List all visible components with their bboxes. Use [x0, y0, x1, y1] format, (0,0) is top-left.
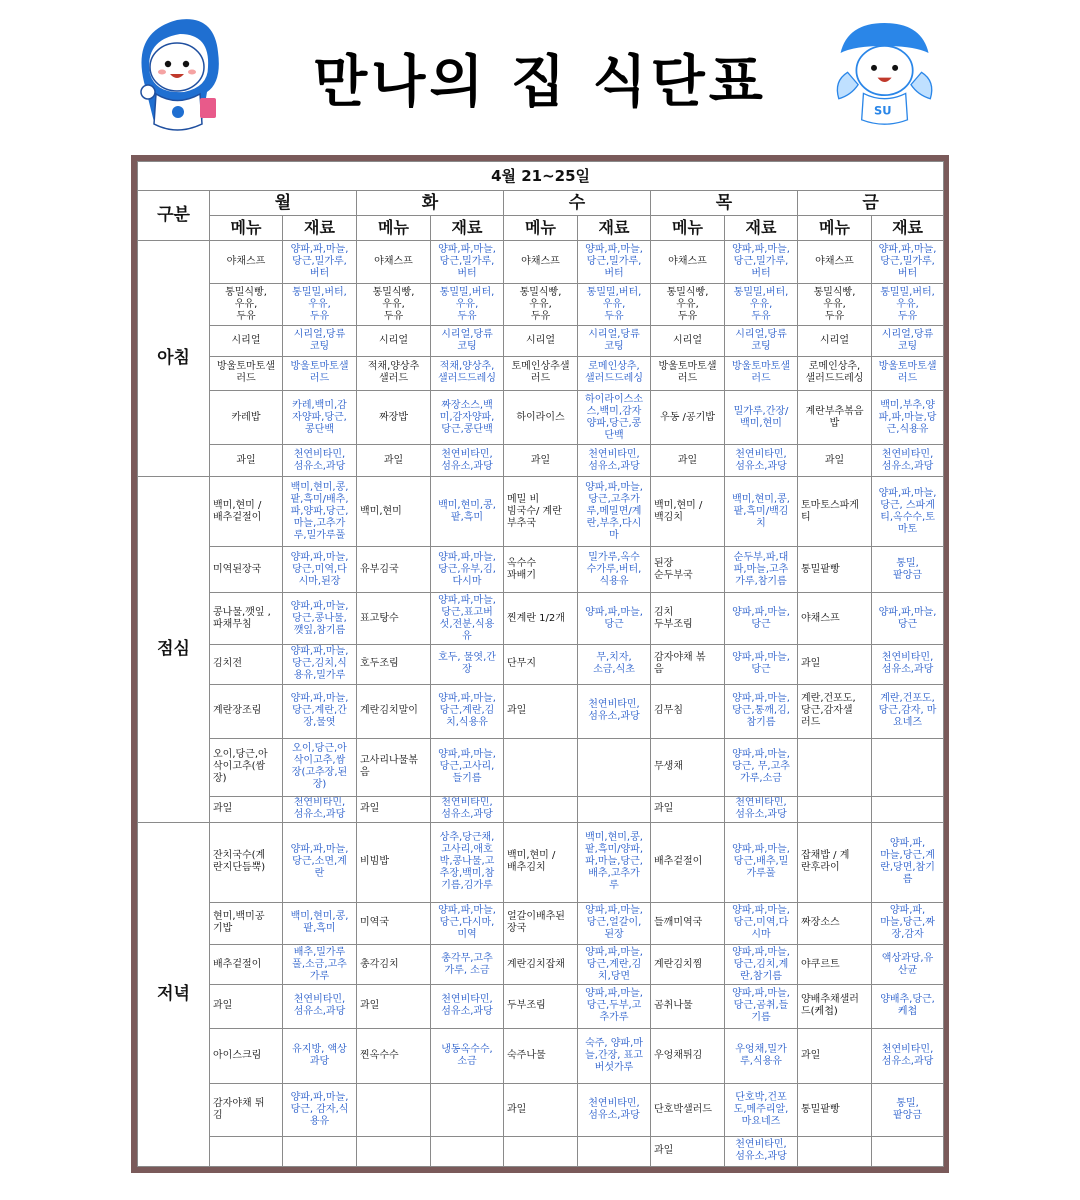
breakfast-row	[138, 390, 944, 444]
menu-cell: 무생채	[651, 739, 725, 797]
menu-cell: 들깨미역국	[651, 902, 725, 944]
ingredient-cell: 양파,파,마늘, 당근	[872, 592, 944, 644]
menu-cell: 감자야채 튀 김	[210, 1084, 283, 1136]
ingredient-cell: 양파,파,마늘, 당근,콩나물, 깻잎,참기름	[283, 592, 357, 644]
menu-cell: 카레밥	[210, 390, 283, 444]
lunch-row	[138, 547, 944, 592]
gubun-header: 구분	[138, 191, 210, 240]
ingredient-cell: 짜장소스,백 미,감자양파, 당근,콩단백	[431, 390, 504, 444]
menu-cell: 통밀식빵, 우유, 두유	[504, 284, 578, 326]
menu-cell	[504, 796, 578, 822]
ingredient-cell	[283, 1136, 357, 1166]
ingredient-cell: 계란,건포도, 당근,감자, 마 요네즈	[872, 684, 944, 738]
menu-cell: 오이,당근,아 삭이고추(쌈 장)	[210, 739, 283, 797]
ingredient-cell: 호두, 물엿,간 장	[431, 645, 504, 684]
ingredient-cell: 양파,파,마늘, 당근,계란,김 치,식용유	[431, 684, 504, 738]
ingredient-cell: 방울토마토샐 러드	[283, 356, 357, 390]
menu-table	[137, 161, 944, 1167]
ingredient-cell: 천연비타민, 섬유소,과당	[725, 1136, 798, 1166]
ingredient-cell: 천연비타민, 섬유소,과당	[578, 445, 651, 476]
menu-header: 메뉴	[798, 216, 872, 240]
menu-cell: 방울토마토샐 러드	[651, 356, 725, 390]
menu-cell: 얼갈이배추된 장국	[504, 902, 578, 944]
ingredient-cell: 순두부,파,대 파,마늘,고추 가루,참기름	[725, 547, 798, 592]
ingredient-cell: 양파,파,마늘, 당근,소면,계 란	[283, 822, 357, 902]
ingredient-cell: 천연비타민, 섬유소,과당	[578, 684, 651, 738]
menu-cell: 과일	[357, 445, 431, 476]
ingredient-cell: 양파,파,마늘, 당근, 스파게 티,옥수수,토 마토	[872, 476, 944, 547]
ingredient-cell: 양파,파,마늘, 당근,계란,김 치,당면	[578, 944, 651, 984]
lunch-row	[138, 796, 944, 822]
menu-cell: 짜장밥	[357, 390, 431, 444]
menu-cell: 계란,건포도, 당근,감자샐 러드	[798, 684, 872, 738]
ingredient-cell: 천연비타민, 섬유소,과당	[283, 796, 357, 822]
day-header-wed: 수	[504, 191, 651, 216]
menu-cell	[798, 739, 872, 797]
ingredient-cell: 양파,파,마늘, 당근	[578, 592, 651, 644]
menu-cell: 과일	[210, 445, 283, 476]
menu-cell: 짜장소스	[798, 902, 872, 944]
menu-cell: 김치 두부조림	[651, 592, 725, 644]
menu-cell: 찐옥수수	[357, 1028, 431, 1083]
date-row	[138, 162, 944, 191]
menu-cell: 백미,현미 / 배추김치	[504, 822, 578, 902]
ingredient-cell: 적채,양상추, 샐러드드레싱	[431, 356, 504, 390]
menu-cell: 김무침	[651, 684, 725, 738]
ingredient-cell: 양파,파,마늘, 당근,고추가 루,메밀면/계 란,부추,다시 마	[578, 476, 651, 547]
ingredient-cell: 양파,파,마늘, 당근	[725, 645, 798, 684]
menu-cell: 과일	[798, 1028, 872, 1083]
breakfast-row	[138, 356, 944, 390]
ingredient-cell: 단호박,건포 도,메주리알, 마요네즈	[725, 1084, 798, 1136]
ingredient-cell: 백미,현미,콩, 팥,흑미	[431, 476, 504, 547]
ingredient-cell: 백미,현미,콩, 팥,흑미/백김 치	[725, 476, 798, 547]
menu-cell: 콩나물,깻잎 , 파채무침	[210, 592, 283, 644]
breakfast-row	[138, 445, 944, 476]
ingredient-cell: 백미,현미,콩, 팥,흑미/양파, 파,마늘,당근, 배추,고추가 루	[578, 822, 651, 902]
ingredient-cell: 백미,현미,콩, 팥,흑미/배추, 파,양파,당근, 마늘,고추가 루,밀가루풀	[283, 476, 357, 547]
menu-header: 메뉴	[210, 216, 283, 240]
meal-label-breakfast: 아침	[138, 240, 210, 476]
ingredient-cell: 양파,파,마늘, 당근,김치,식 용유,밀가루	[283, 645, 357, 684]
menu-cell	[504, 1136, 578, 1166]
menu-cell: 방울토마토샐 러드	[210, 356, 283, 390]
menu-cell	[798, 796, 872, 822]
menu-cell: 숙주나물	[504, 1028, 578, 1083]
ingredient-cell: 밀가루,간장/ 백미,현미	[725, 390, 798, 444]
menu-cell: 적채,양상추 샐러드	[357, 356, 431, 390]
menu-cell: 과일	[504, 684, 578, 738]
breakfast-row	[138, 240, 944, 283]
day-header-mon: 월	[210, 191, 357, 216]
ingredient-cell: 양파,파,마늘, 당근,김치,계 란,참기름	[725, 944, 798, 984]
ingredient-cell: 천연비타민, 섬유소,과당	[431, 796, 504, 822]
ingredient-cell: 양파,파,마늘, 당근,표고버 섯,전분,식용 유	[431, 592, 504, 644]
ingredient-cell: 양파,파,마늘, 당근	[725, 592, 798, 644]
menu-cell: 김치전	[210, 645, 283, 684]
menu-cell: 메밀 비 빔국수/ 계란 부추국	[504, 476, 578, 547]
menu-cell: 통밀팥빵	[798, 1084, 872, 1136]
menu-cell: 고사리나물볶 음	[357, 739, 431, 797]
menu-cell: 우엉채튀김	[651, 1028, 725, 1083]
ingredient-cell: 우엉채,밀가 루,식용유	[725, 1028, 798, 1083]
sub-header-row	[138, 216, 944, 240]
lunch-row	[138, 684, 944, 738]
menu-cell: 시리얼	[357, 326, 431, 356]
menu-cell: 야채스프	[798, 240, 872, 283]
ingredient-cell	[872, 1136, 944, 1166]
ingredient-cell: 양파,파,마늘, 당근,다시마, 미역	[431, 902, 504, 944]
ingredient-cell: 양파,파,마늘, 당근,미역,다 시마,된장	[283, 547, 357, 592]
menu-cell: 백미,현미	[357, 476, 431, 547]
ingredient-cell: 숙주, 양파,마 늘,간장, 표고 버섯가루	[578, 1028, 651, 1083]
menu-cell: 배추겉절이	[210, 944, 283, 984]
menu-cell: 시리얼	[504, 326, 578, 356]
ingredient-header: 재료	[872, 216, 944, 240]
ingredient-cell: 방울토마토샐 러드	[725, 356, 798, 390]
ingredient-cell: 시리얼,당류 코팅	[872, 326, 944, 356]
ingredient-cell: 배추,밀가루 풀,소금,고추 가루	[283, 944, 357, 984]
ingredient-cell: 시리얼,당류 코팅	[578, 326, 651, 356]
menu-cell: 과일	[651, 445, 725, 476]
menu-cell: 과일	[357, 796, 431, 822]
ingredient-cell: 양파,파, 마늘,당근,짜 장,감자	[872, 902, 944, 944]
lunch-row	[138, 476, 944, 547]
menu-cell: 과일	[504, 1084, 578, 1136]
ingredient-cell: 양파,파,마늘, 당근,얼갈이, 된장	[578, 902, 651, 944]
menu-cell: 아이스크림	[210, 1028, 283, 1083]
menu-cell: 백미,현미 / 백김치	[651, 476, 725, 547]
ingredient-cell: 시리얼,당류 코팅	[431, 326, 504, 356]
menu-cell: 통밀식빵, 우유, 두유	[798, 284, 872, 326]
menu-cell: 감자야채 볶 음	[651, 645, 725, 684]
menu-cell: 옥수수 꽈배기	[504, 547, 578, 592]
ingredient-cell	[872, 796, 944, 822]
menu-cell: 과일	[504, 445, 578, 476]
ingredient-cell: 시리얼,당류 코팅	[725, 326, 798, 356]
ingredient-cell: 천연비타민, 섬유소,과당	[283, 985, 357, 1028]
day-header-thu: 목	[651, 191, 798, 216]
day-header-row	[138, 191, 944, 216]
menu-cell: 통밀식빵, 우유, 두유	[210, 284, 283, 326]
ingredient-cell: 양파,파,마늘, 당근,곰취,들 기름	[725, 985, 798, 1028]
menu-cell: 과일	[798, 645, 872, 684]
menu-cell: 과일	[651, 796, 725, 822]
menu-cell: 비빔밥	[357, 822, 431, 902]
menu-cell: 야쿠르트	[798, 944, 872, 984]
dinner-row	[138, 944, 944, 984]
menu-cell: 두부조림	[504, 985, 578, 1028]
menu-cell: 미역국	[357, 902, 431, 944]
menu-cell: 양배추채샐러 드(케첩)	[798, 985, 872, 1028]
ingredient-cell: 양파,파,마늘, 당근,밀가루, 버터	[431, 240, 504, 283]
ingredient-cell: 양파,파,마늘, 당근,밀가루, 버터	[872, 240, 944, 283]
menu-cell: 유부김국	[357, 547, 431, 592]
ingredient-cell: 양파,파,마늘, 당근, 감자,식 용유	[283, 1084, 357, 1136]
menu-cell	[357, 1136, 431, 1166]
menu-cell: 백미,현미 / 배추겉절이	[210, 476, 283, 547]
dinner-row	[138, 985, 944, 1028]
ingredient-cell: 통밀밀,버터, 우유, 두유	[283, 284, 357, 326]
lunch-row	[138, 739, 944, 797]
ingredient-cell: 백미,현미,콩, 팥,흑미	[283, 902, 357, 944]
ingredient-cell	[578, 739, 651, 797]
menu-cell: 토마토스파게 티	[798, 476, 872, 547]
lunch-row	[138, 592, 944, 644]
ingredient-cell: 총각무,고추 가루, 소금	[431, 944, 504, 984]
menu-cell	[357, 1084, 431, 1136]
meal-label-lunch: 점심	[138, 476, 210, 822]
menu-cell: 야채스프	[798, 592, 872, 644]
menu-cell: 통밀식빵, 우유, 두유	[651, 284, 725, 326]
menu-cell: 과일	[210, 796, 283, 822]
menu-cell: 계란부추볶음 밥	[798, 390, 872, 444]
menu-cell: 계란장조림	[210, 684, 283, 738]
ingredient-cell: 무,치자, 소금,식초	[578, 645, 651, 684]
ingredient-cell: 천연비타민, 섬유소,과당	[578, 1084, 651, 1136]
ingredient-cell: 천연비타민, 섬유소,과당	[725, 445, 798, 476]
ingredient-cell: 액상과당,유 산균	[872, 944, 944, 984]
menu-cell: 곰취나물	[651, 985, 725, 1028]
menu-cell: 계란김치말이	[357, 684, 431, 738]
menu-cell: 통밀식빵, 우유, 두유	[357, 284, 431, 326]
ingredient-cell: 통밀밀,버터, 우유, 두유	[431, 284, 504, 326]
ingredient-cell: 양파,파, 마늘,당근,계 란,당면,참기 름	[872, 822, 944, 902]
ingredient-cell: 천연비타민, 섬유소,과당	[431, 445, 504, 476]
menu-cell: 하이라이스	[504, 390, 578, 444]
ingredient-cell: 천연비타민, 섬유소,과당	[872, 445, 944, 476]
dinner-row	[138, 902, 944, 944]
ingredient-cell: 양파,파,마늘, 당근, 무,고추 가루,소금	[725, 739, 798, 797]
menu-cell: 배추겉절이	[651, 822, 725, 902]
ingredient-cell: 통밀밀,버터, 우유, 두유	[578, 284, 651, 326]
lunch-row	[138, 645, 944, 684]
menu-cell: 야채스프	[651, 240, 725, 283]
menu-header: 메뉴	[357, 216, 431, 240]
ingredient-header: 재료	[578, 216, 651, 240]
ingredient-cell: 양파,파,마늘, 당근,배추,밀 가루풀	[725, 822, 798, 902]
ingredient-cell: 백미,부추,양 파,파,마늘,당 근,식용유	[872, 390, 944, 444]
ingredient-cell: 통밀, 팥앙금	[872, 547, 944, 592]
menu-cell: 호두조림	[357, 645, 431, 684]
ingredient-cell: 하이라이스소 스,백미,감자 양파,당근,콩 단백	[578, 390, 651, 444]
ingredient-cell	[578, 796, 651, 822]
menu-cell: 찐계란 1/2개	[504, 592, 578, 644]
ingredient-cell: 유지방, 액상 과당	[283, 1028, 357, 1083]
menu-cell: 시리얼	[651, 326, 725, 356]
ingredient-cell: 천연비타민, 섬유소,과당	[872, 645, 944, 684]
day-header-fri: 금	[798, 191, 944, 216]
menu-cell: 과일	[210, 985, 283, 1028]
ingredient-cell: 양파,파,마늘, 당근,고사리, 들기름	[431, 739, 504, 797]
menu-cell	[504, 739, 578, 797]
ingredient-cell: 오이,당근,아 삭이고추,쌈 장(고추장,된 장)	[283, 739, 357, 797]
dinner-row	[138, 1028, 944, 1083]
date-range: 4월 21~25일	[138, 162, 944, 191]
breakfast-row	[138, 326, 944, 356]
menu-cell: 잡채밥 / 계 란후라이	[798, 822, 872, 902]
menu-cell: 된장 순두부국	[651, 547, 725, 592]
menu-cell	[210, 1136, 283, 1166]
ingredient-cell: 냉동옥수수, 소금	[431, 1028, 504, 1083]
ingredient-cell	[578, 1136, 651, 1166]
menu-header: 메뉴	[504, 216, 578, 240]
ingredient-cell: 천연비타민, 섬유소,과당	[431, 985, 504, 1028]
menu-cell: 계란김치찜	[651, 944, 725, 984]
dinner-row	[138, 822, 944, 902]
mascot-right-icon	[830, 12, 940, 137]
ingredient-header: 재료	[283, 216, 357, 240]
ingredient-cell: 천연비타민, 섬유소,과당	[872, 1028, 944, 1083]
ingredient-cell: 양파,파,마늘, 당근,미역,다 시마	[725, 902, 798, 944]
menu-cell: 야채스프	[357, 240, 431, 283]
svg-text:SU: SU	[874, 103, 892, 118]
menu-cell: 통밀팥빵	[798, 547, 872, 592]
ingredient-cell: 상추,당근채, 고사리,애호 박,콩나물,고 추장,백미,참 기름,김가루	[431, 822, 504, 902]
menu-cell: 우동 /공기밥	[651, 390, 725, 444]
ingredient-cell: 양파,파,마늘, 당근,계란,간 장,물엿	[283, 684, 357, 738]
meal-label-dinner: 저녁	[138, 822, 210, 1166]
menu-cell: 단무지	[504, 645, 578, 684]
menu-cell: 단호박샐러드	[651, 1084, 725, 1136]
ingredient-cell: 천연비타민, 섬유소,과당	[283, 445, 357, 476]
menu-table-frame	[131, 155, 949, 1173]
mascot-left-icon	[122, 12, 232, 137]
menu-cell: 과일	[651, 1136, 725, 1166]
ingredient-cell: 양파,파,마늘, 당근,유부,김, 다시마	[431, 547, 504, 592]
menu-cell: 시리얼	[798, 326, 872, 356]
menu-cell: 시리얼	[210, 326, 283, 356]
ingredient-cell: 로메인상추, 샐러드드레싱	[578, 356, 651, 390]
menu-cell: 로메인상추, 샐러드드레싱	[798, 356, 872, 390]
ingredient-cell	[872, 739, 944, 797]
menu-cell: 과일	[357, 985, 431, 1028]
dinner-row	[138, 1136, 944, 1166]
ingredient-cell: 통밀밀,버터, 우유, 두유	[725, 284, 798, 326]
dinner-row	[138, 1084, 944, 1136]
ingredient-cell: 통밀, 팥앙금	[872, 1084, 944, 1136]
day-header-tue: 화	[357, 191, 504, 216]
menu-cell: 현미,백미공 기밥	[210, 902, 283, 944]
ingredient-cell: 밀가루,옥수 수가루,버터, 식용유	[578, 547, 651, 592]
menu-header: 메뉴	[651, 216, 725, 240]
ingredient-cell: 양파,파,마늘, 당근,밀가루, 버터	[283, 240, 357, 283]
menu-cell: 표고탕수	[357, 592, 431, 644]
ingredient-cell: 양파,파,마늘, 당근,밀가루, 버터	[578, 240, 651, 283]
breakfast-row	[138, 284, 944, 326]
ingredient-cell: 통밀밀,버터, 우유, 두유	[872, 284, 944, 326]
ingredient-cell: 양파,파,마늘, 당근,밀가루, 버터	[725, 240, 798, 283]
menu-cell: 잔치국수(계 란지단듬뿍)	[210, 822, 283, 902]
ingredient-cell: 양배추,당근, 케첩	[872, 985, 944, 1028]
menu-cell: 과일	[798, 445, 872, 476]
ingredient-cell: 양파,파,마늘, 당근,통깨,김, 참기름	[725, 684, 798, 738]
menu-cell	[798, 1136, 872, 1166]
ingredient-cell: 양파,파,마늘, 당근,두부,고 추가루	[578, 985, 651, 1028]
ingredient-header: 재료	[431, 216, 504, 240]
ingredient-cell	[431, 1136, 504, 1166]
ingredient-cell: 방울토마토샐 러드	[872, 356, 944, 390]
ingredient-header: 재료	[725, 216, 798, 240]
menu-cell: 토메인상추샐 러드	[504, 356, 578, 390]
ingredient-cell	[431, 1084, 504, 1136]
menu-cell: 야채스프	[504, 240, 578, 283]
ingredient-cell: 시리얼,당류 코팅	[283, 326, 357, 356]
page-title: 만나의 집 식단표	[313, 50, 767, 115]
menu-cell: 야채스프	[210, 240, 283, 283]
ingredient-cell: 카레,백미,감 자양파,당근, 콩단백	[283, 390, 357, 444]
menu-cell: 미역된장국	[210, 547, 283, 592]
menu-cell: 계란김치잡채	[504, 944, 578, 984]
ingredient-cell: 천연비타민, 섬유소,과당	[725, 796, 798, 822]
menu-cell: 총각김치	[357, 944, 431, 984]
